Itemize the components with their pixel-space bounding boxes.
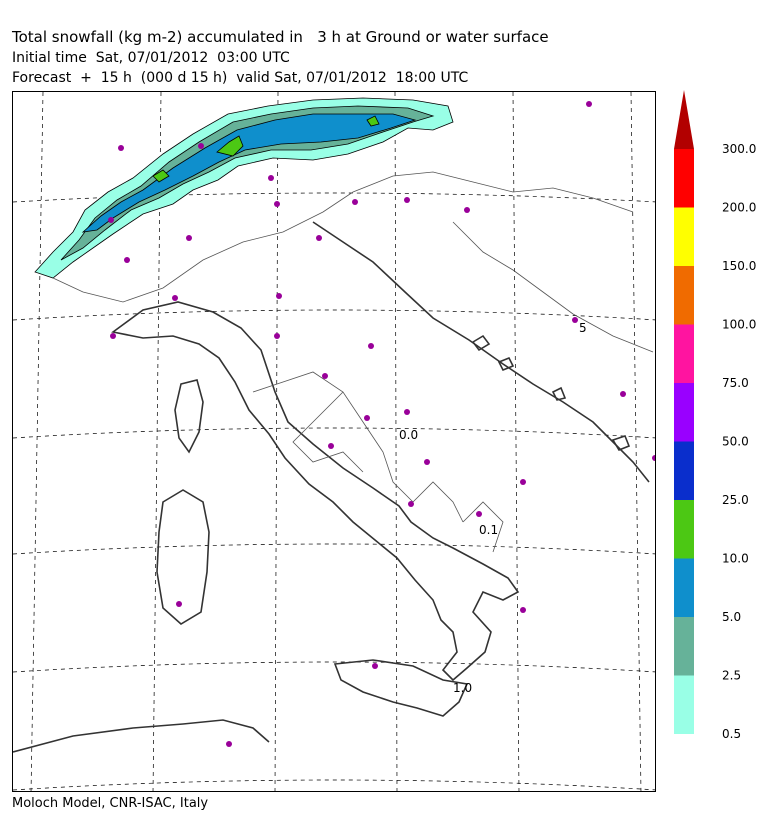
city-marker [276,293,282,299]
contour-label: 0.0 [399,428,419,442]
legend-swatch [674,266,694,325]
city-marker [424,459,430,465]
city-marker [476,511,482,517]
legend-label: 200.0 [722,200,757,215]
city-marker [322,373,328,379]
city-marker [226,741,232,747]
city-marker [328,443,334,449]
city-marker [110,333,116,339]
contour-label: 1.0 [453,681,473,695]
city-marker [372,663,378,669]
city-marker [268,175,274,181]
initial-time-label: Initial time Sat, 07/01/2012 03:00 UTC [12,50,290,66]
city-marker [172,295,178,301]
legend-label: 50.0 [722,434,749,449]
city-marker [186,235,192,241]
city-marker [274,333,280,339]
legend-label: 75.0 [722,376,749,390]
legend-swatch [674,676,694,735]
legend-label: 300.0 [722,142,757,156]
legend-label: 25.0 [722,493,749,507]
city-marker [198,143,204,149]
legend-label: 100.0 [722,317,757,332]
coastlines [13,222,649,752]
legend-swatch [674,149,694,208]
city-marker [620,391,626,397]
forecast-valid-label: Forecast + 15 h (000 d 15 h) valid Sat, 07/01/2012 18:00 UTC [12,70,469,86]
city-marker [586,101,592,107]
city-marker [108,217,114,223]
map-canvas [13,92,656,792]
city-marker [520,479,526,485]
legend-swatch [674,559,694,618]
legend-swatch [674,383,694,442]
contour-label: 0.1 [479,523,499,537]
city-marker [352,199,358,205]
legend-swatch [674,617,694,676]
city-marker [404,409,410,415]
legend-swatch [674,208,694,267]
city-marker [124,257,130,263]
city-marker [368,343,374,349]
city-marker [464,207,470,213]
legend-label: 150.0 [722,259,757,273]
legend-label: 5.0 [722,610,742,624]
model-credit: Moloch Model, CNR-ISAC, Italy [12,796,209,811]
snowfall-shading [35,98,453,278]
city-marker [316,235,322,241]
city-marker [176,601,182,607]
city-marker [572,317,578,323]
legend-label: 0.5 [722,727,742,740]
legend-swatch [674,500,694,559]
city-marker [520,607,526,613]
city-marker [274,201,280,207]
country-borders [53,172,653,552]
contour-label: 5 [579,321,587,335]
legend-label: 10.0 [722,551,749,566]
city-marker [404,197,410,203]
city-marker [408,501,414,507]
color-legend [674,90,760,740]
snowfall-map [12,91,656,792]
city-marker [364,415,370,421]
city-marker [118,145,124,151]
legend-swatch [674,325,694,384]
legend-swatch [674,442,694,501]
city-marker [652,455,656,461]
legend-label: 2.5 [722,668,742,683]
legend-swatch-top-arrow [674,90,694,149]
map-title: Total snowfall (kg m-2) accumulated in 3 h at Ground or water surface [12,28,549,46]
